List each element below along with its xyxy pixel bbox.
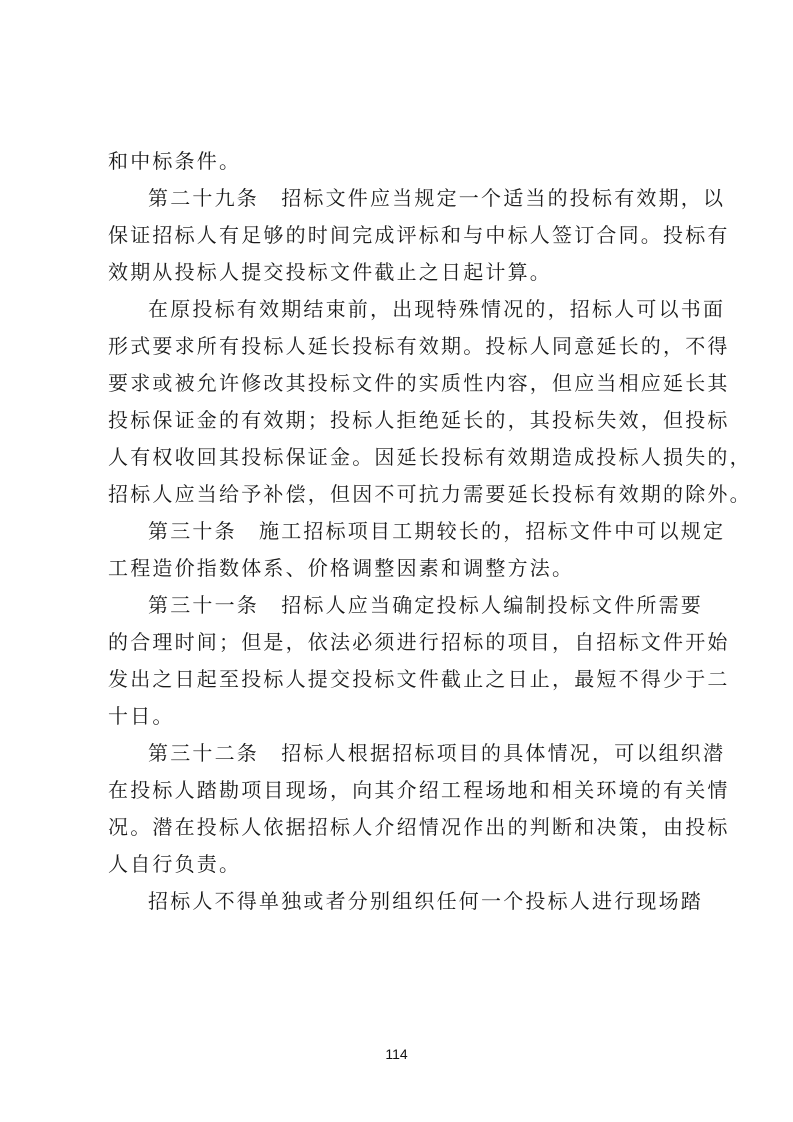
text-line: 发出之日起至投标人提交投标文件截止之日止，最短不得少于二: [108, 667, 730, 691]
text-line: 在投标人踏勘项目现场，向其介绍工程场地和相关环境的有关情: [108, 778, 730, 802]
text-line: 形式要求所有投标人延长投标有效期。投标人同意延长的，不得: [108, 334, 730, 358]
article-29-first-line: 第二十九条 招标文件应当规定一个适当的投标有效期，以: [148, 186, 726, 210]
text-line: 况。潜在投标人依据招标人介绍情况作出的判断和决策，由投标: [108, 815, 730, 839]
text-line: 人自行负责。: [108, 852, 242, 876]
paragraph-first-line: 招标人不得单独或者分别组织任何一个投标人进行现场踏: [148, 889, 703, 913]
article-31-first-line: 第三十一条 招标人应当确定投标人编制投标文件所需要: [148, 593, 703, 617]
document-body: [108, 143, 752, 920]
paragraph-first-line: 在原投标有效期结束前，出现特殊情况的，招标人可以书面: [148, 297, 726, 321]
article-30-first-line: 第三十条 施工招标项目工期较长的，招标文件中可以规定: [148, 519, 726, 543]
text-line: 招标人应当给予补偿，但因不可抗力需要延长投标有效期的除外。: [108, 482, 752, 506]
text-line: 保证招标人有足够的时间完成评标和与中标人签订合同。投标有: [108, 223, 730, 247]
text-line: 的合理时间；但是，依法必须进行招标的项目，自招标文件开始: [108, 630, 730, 654]
article-32-first-line: 第三十二条 招标人根据招标项目的具体情况，可以组织潜: [148, 741, 726, 765]
text-line: 和中标条件。: [108, 149, 242, 173]
text-line: 要求或被允许修改其投标文件的实质性内容，但应当相应延长其: [108, 371, 730, 395]
text-line: 效期从投标人提交投标文件截止之日起计算。: [108, 260, 552, 284]
text-line: 十日。: [108, 704, 175, 728]
page-number: 114: [385, 1046, 408, 1062]
text-line: 人有权收回其投标保证金。因延长投标有效期造成投标人损失的，: [108, 445, 752, 469]
text-line: 工程造价指数体系、价格调整因素和调整方法。: [108, 556, 575, 580]
text-line: 投标保证金的有效期；投标人拒绝延长的，其投标失效，但投标: [108, 408, 730, 432]
